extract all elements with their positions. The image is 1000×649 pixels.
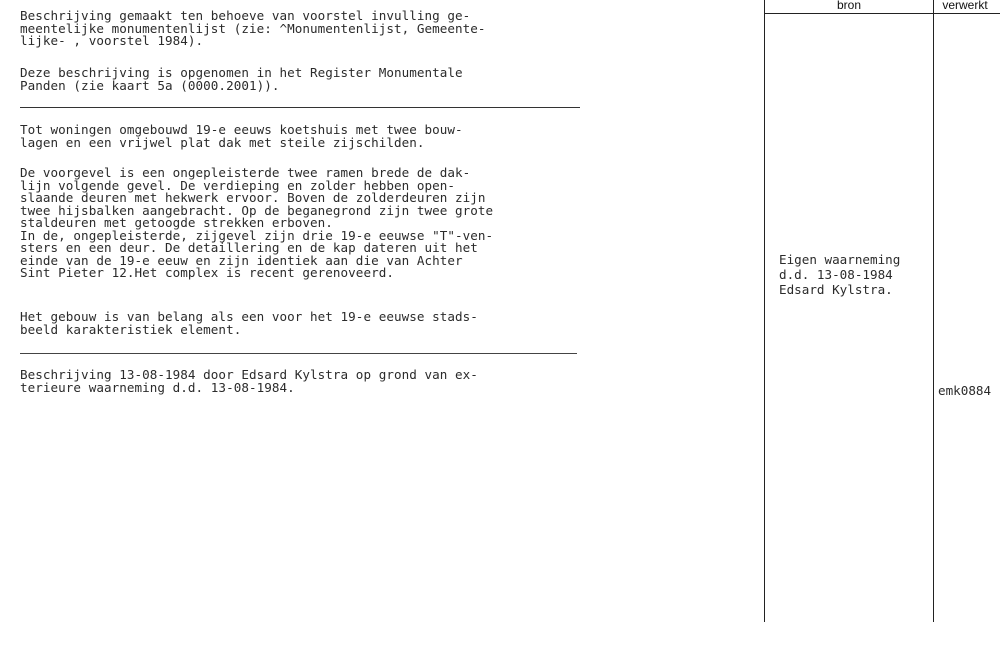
verwerkt-code: emk0884 [938, 383, 992, 398]
bron-source-note: Eigen waarneming d.d. 13-08-1984 Edsard Kylstra. [779, 252, 901, 297]
description-paragraph: De voorgevel is een ongepleisterde twee ramen brede de dak- lijn volgende gevel. De verdieping en zolder hebben open- slaande deuren met hekwerk ervoor. Boven de zolderdeuren zijn twee hijsbalken aangebracht. Op de beganegrond zijn twee grote staldeuren met getoogde strekken erboven. In de, ongepleisterde, zijgevel zijn drie 19-e eeuwse "T"-ven- sters en een deur. De detaillering en de kap dateren uit het einde van de 19-e eeuw en zijn identiek aan die van Achter Sint Pieter 12.Het complex is recent gerenoveerd. [20, 165, 494, 280]
bron-column-left-border [764, 0, 765, 622]
bron-column-header: bron [836, 0, 862, 12]
attribution-paragraph: Beschrijving 13-08-1984 door Edsard Kylstra op grond van ex- terieure waarneming d.d. 13-08-1984. [20, 367, 478, 395]
section-divider [20, 107, 580, 108]
significance-paragraph: Het gebouw is van belang als een voor het 19-e eeuwse stads- beeld karakteristiek element. [20, 309, 478, 337]
attribution-divider [20, 353, 577, 354]
intro-paragraph: Beschrijving gemaakt ten behoeve van voorstel invulling ge- meentelijke monumentenlijst (zie: ^Monumentenlijst, Gemeente- lijke- , voorstel 1984). [20, 8, 486, 48]
column-header-rule [765, 13, 1000, 14]
verwerkt-column-header: verwerkt [942, 0, 988, 12]
summary-paragraph: Tot woningen omgebouwd 19-e eeuws koetshuis met twee bouw- lagen en een vrijwel plat dak met steile zijschilden. [20, 122, 463, 150]
bron-column-right-border [933, 0, 934, 622]
register-paragraph: Deze beschrijving is opgenomen in het Register Monumentale Panden (zie kaart 5a (0000.2001)). [20, 65, 463, 93]
